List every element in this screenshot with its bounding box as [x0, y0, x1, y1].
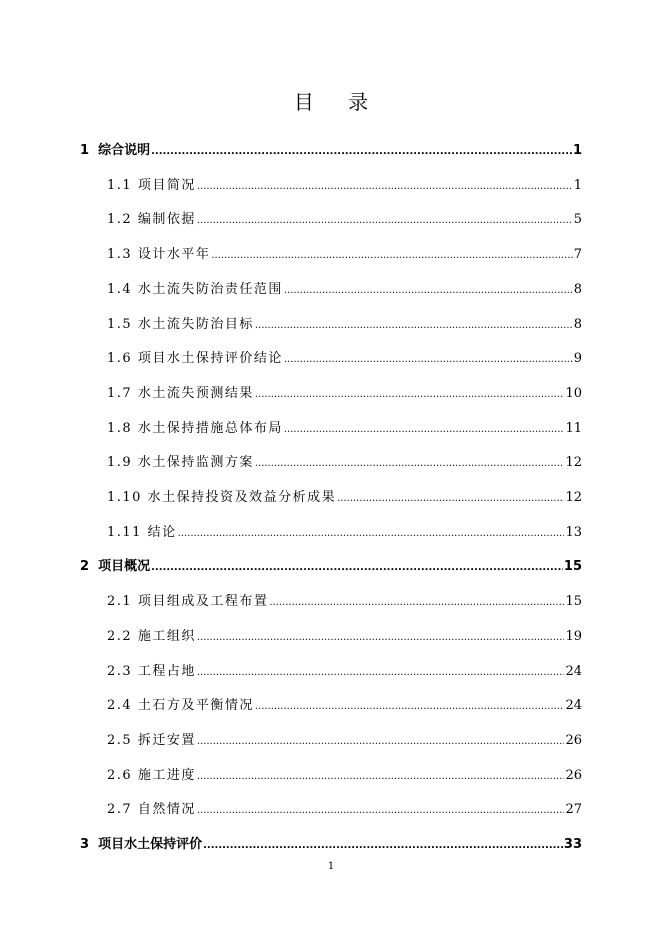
- toc-entry-label: 项目组成及工程布置: [137, 594, 269, 610]
- toc-entry-label: 水土保持措施总体布局: [137, 420, 283, 436]
- toc-section-entry[interactable]: [107, 800, 582, 820]
- toc-section-entry[interactable]: [107, 210, 582, 230]
- toc-entry-page: 7: [573, 247, 582, 263]
- toc-entry-label: 项目水土保持评价结论: [137, 351, 283, 367]
- toc-entry-label: 设计水平年: [137, 247, 211, 263]
- toc-section-entry[interactable]: [107, 245, 582, 265]
- toc-entry-label: 水土流失预测结果: [137, 385, 254, 401]
- toc-entry-label: 水土流失防治责任范围: [137, 281, 283, 297]
- toc-entry-number: 2: [80, 559, 90, 575]
- toc-dot-leader: [197, 800, 565, 821]
- toc-entry-number: 2.5: [107, 732, 133, 748]
- toc-section-entry[interactable]: [107, 731, 582, 751]
- toc-entry-number: 1: [80, 143, 90, 158]
- toc-entry-label: 工程占地: [137, 663, 196, 679]
- toc-entry-label: 施工组织: [137, 628, 196, 644]
- toc-entry-label: 水土流失防治目标: [137, 316, 254, 332]
- toc-entry-page: 9: [573, 351, 582, 367]
- toc-entry-label: 水土保持监测方案: [137, 455, 254, 471]
- toc-dot-leader: [203, 835, 563, 856]
- toc-entry-page: 10: [565, 385, 582, 401]
- toc-dot-leader: [255, 453, 565, 474]
- toc-chapter-entry[interactable]: [80, 557, 582, 577]
- toc-chapter-entry[interactable]: [80, 835, 582, 855]
- toc-entry-page: 12: [565, 455, 582, 471]
- toc-dot-leader: [151, 141, 572, 162]
- toc-entry-number: 2.4: [107, 698, 133, 714]
- toc-section-entry[interactable]: [107, 280, 582, 300]
- toc-entry-label: 综合说明: [98, 143, 151, 158]
- toc-entry-number: 1.10: [107, 490, 142, 505]
- toc-section-entry[interactable]: [107, 766, 582, 786]
- toc-entry-spacer: [89, 141, 98, 161]
- toc-section-entry[interactable]: [107, 592, 582, 612]
- toc-dot-leader: [197, 176, 573, 197]
- toc-entry-page: 13: [565, 524, 582, 540]
- toc-entry-label: 水土保持投资及效益分析成果: [147, 490, 337, 505]
- toc-entry-number: 2.1: [107, 594, 133, 610]
- toc-entry-number: 2.7: [107, 802, 133, 818]
- toc-entry-page: 8: [573, 281, 582, 297]
- toc-entry-label: 施工进度: [137, 767, 196, 783]
- toc-dot-leader: [211, 245, 572, 266]
- toc-dot-leader: [255, 384, 565, 405]
- toc-entry-label: 拆迁安置: [137, 732, 196, 748]
- toc-entry-number: 1.2: [107, 212, 133, 228]
- toc-entry-number: 1.8: [107, 420, 133, 436]
- toc-entry-number: 1.7: [107, 385, 133, 401]
- toc-section-entry[interactable]: [107, 662, 582, 682]
- toc-entry-label: 自然情况: [137, 802, 196, 818]
- toc-entry-page: 8: [573, 316, 582, 332]
- toc-entry-label: 项目概况: [98, 559, 151, 575]
- toc-entry-page: 15: [565, 594, 582, 610]
- toc-entry-page: 12: [565, 490, 582, 505]
- toc-dot-leader: [284, 280, 573, 301]
- toc-entry-page: 19: [565, 628, 582, 644]
- toc-entry-number: 1.4: [107, 281, 133, 297]
- toc-section-entry[interactable]: [107, 523, 582, 543]
- toc-entry-spacer: [89, 835, 98, 855]
- toc-dot-leader: [197, 766, 565, 787]
- toc-section-entry[interactable]: [107, 176, 582, 196]
- toc-dot-leader: [197, 210, 573, 231]
- toc-dot-leader: [255, 696, 565, 717]
- toc-section-entry[interactable]: [107, 315, 582, 335]
- toc-chapter-entry[interactable]: [80, 141, 582, 161]
- toc-entry-number: 1.6: [107, 351, 133, 367]
- toc-entry-page: 33: [563, 837, 582, 852]
- toc-dot-leader: [197, 731, 565, 752]
- toc-entry-number: 1.1: [107, 177, 133, 193]
- toc-entry-page: 11: [565, 420, 582, 436]
- toc-entry-page: 26: [565, 732, 582, 748]
- toc-dot-leader: [284, 419, 565, 440]
- toc-entry-page: 15: [563, 559, 582, 575]
- toc-section-entry[interactable]: [107, 349, 582, 369]
- toc-entry-label: 土石方及平衡情况: [137, 698, 254, 714]
- toc-entry-page: 1: [573, 177, 582, 193]
- toc-entry-page: 26: [565, 767, 582, 783]
- toc-section-entry[interactable]: [107, 453, 582, 473]
- toc-entry-number: 1.11: [107, 524, 142, 540]
- toc-entry-label: 结论: [147, 524, 177, 540]
- toc-dot-leader: [178, 523, 565, 544]
- toc-dot-leader: [337, 488, 564, 509]
- toc-entry-page: 24: [565, 663, 582, 679]
- toc-entry-number: 2.2: [107, 628, 133, 644]
- toc-dot-leader: [255, 315, 573, 336]
- toc-entry-page: 1: [572, 143, 582, 158]
- toc-section-entry[interactable]: [107, 384, 582, 404]
- toc-entry-page: 24: [565, 698, 582, 714]
- toc-entry-number: 1.9: [107, 455, 133, 471]
- toc-title: 目 录: [293, 90, 383, 114]
- toc-entry-number: 1.3: [107, 247, 133, 263]
- toc-entry-label: 编制依据: [137, 212, 196, 228]
- toc-section-entry[interactable]: [107, 627, 582, 647]
- toc-section-entry[interactable]: [107, 419, 582, 439]
- toc-entry-number: 2.6: [107, 767, 133, 783]
- toc-dot-leader: [269, 592, 564, 613]
- toc-dot-leader: [284, 349, 573, 370]
- toc-entry-page: 5: [573, 212, 582, 228]
- toc-dot-leader: [151, 557, 563, 578]
- toc-entry-label: 项目简况: [137, 177, 196, 193]
- toc-dot-leader: [197, 627, 565, 648]
- toc-entry-number: 2.3: [107, 663, 133, 679]
- toc-entry-label: 项目水土保持评价: [98, 837, 203, 852]
- toc-section-entry[interactable]: [107, 696, 582, 716]
- toc-section-entry[interactable]: [107, 488, 582, 508]
- toc-dot-leader: [197, 662, 565, 683]
- toc-entry-spacer: [89, 557, 98, 577]
- toc-entry-number: 1.5: [107, 316, 133, 332]
- page-number: 1: [327, 861, 335, 872]
- toc-entry-number: 3: [80, 837, 90, 852]
- toc-entry-page: 27: [565, 802, 582, 818]
